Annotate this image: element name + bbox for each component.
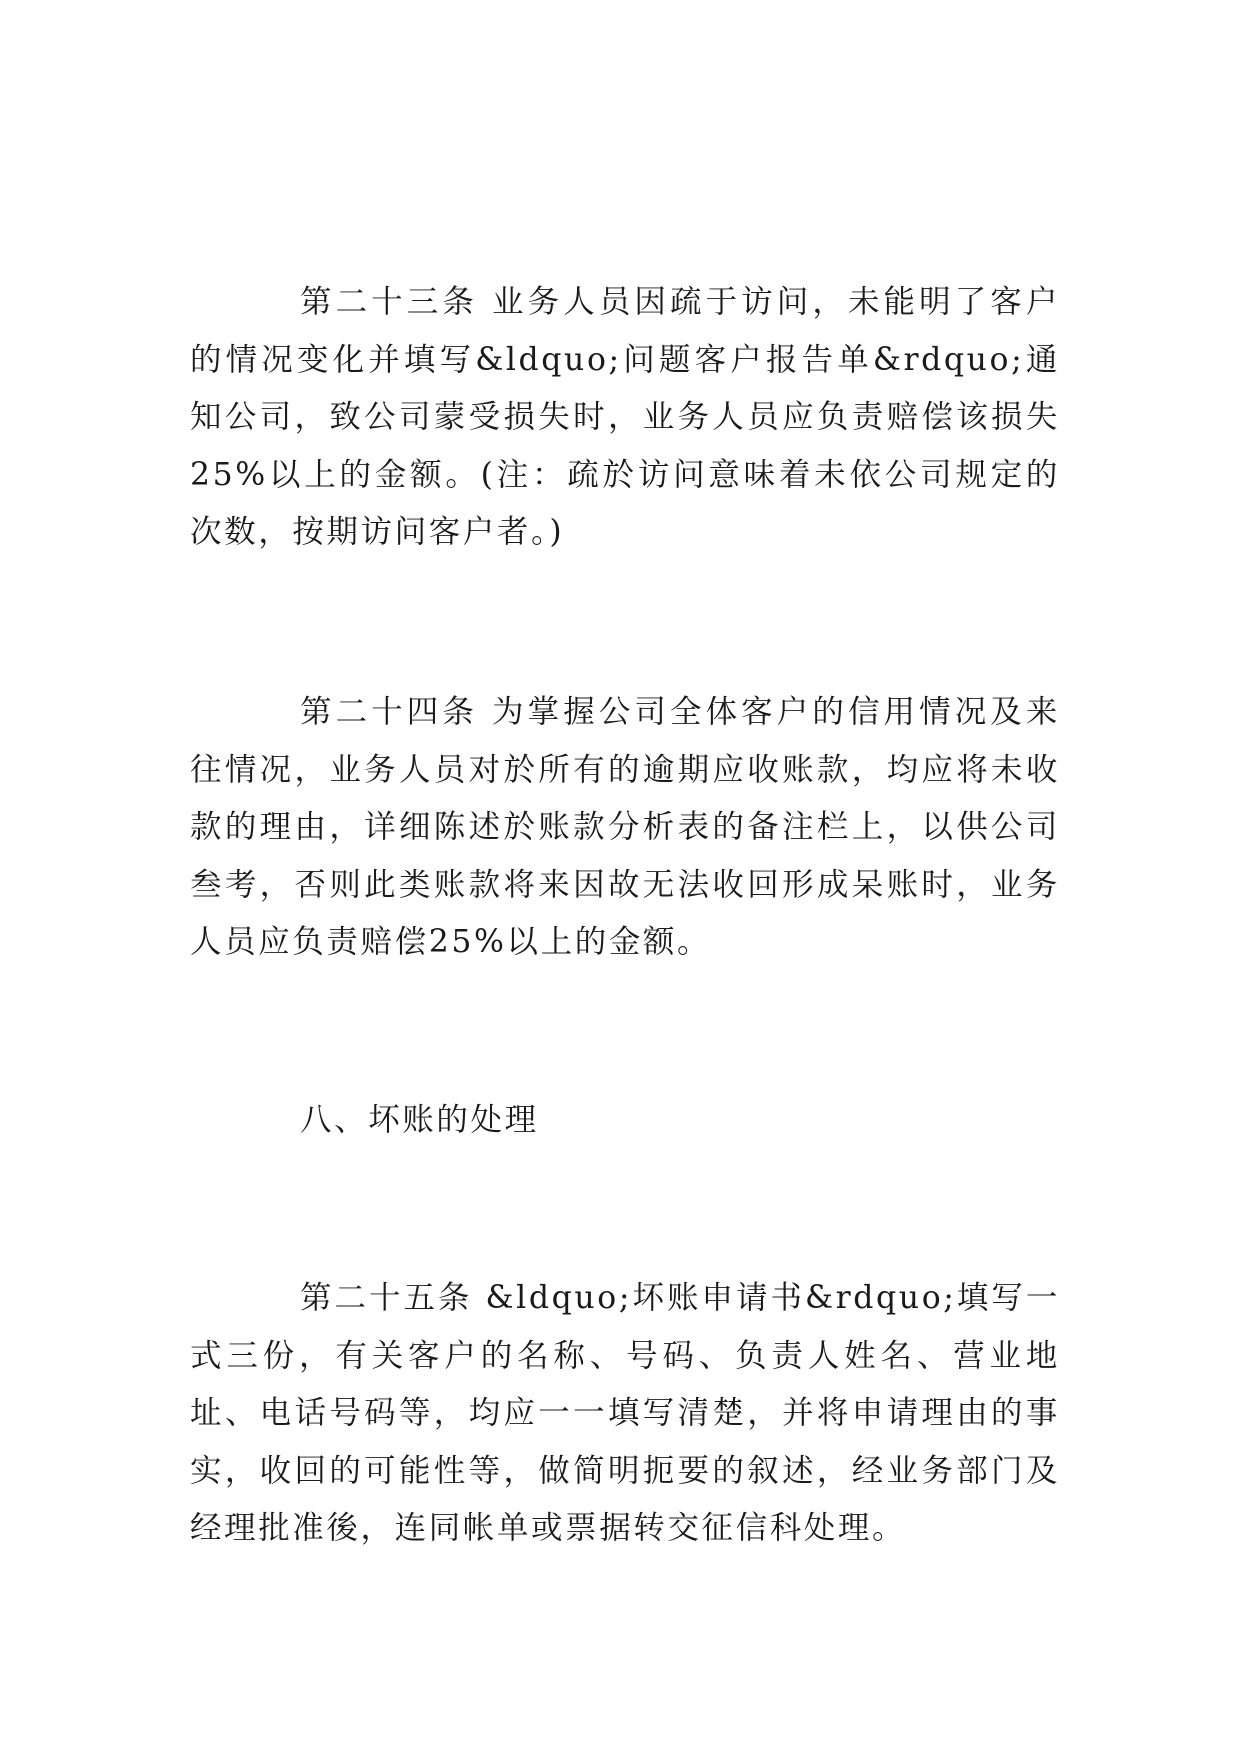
section-heading: 八、坏账的处理 [300,1102,539,1138]
article-25-paragraph: 第二十五条 &ldquo;坏账申请书&rdquo;填写一式三份，有关客户的名称、号码、负责人姓名、营业地址、电话号码等，均应一一填写清楚，并将申请理由的事实，收回的可能性等，做简明扼要的叙述，经业务部门及经理批准後，连同帐单或票据转交征信科处理。 [190,1280,1060,1546]
article-24-paragraph: 第二十四条 为掌握公司全体客户的信用情况及来往情况，业务人员对於所有的逾期应收账款，均应将未收款的理由，详细陈述於账款分析表的备注栏上，以供公司叁考，否则此类账款将来因故无法收回形成呆账时，业务人员应负责赔偿25%以上的金额。 [190,694,1060,960]
article-23-paragraph: 第二十三条 业务人员因疏于访问，未能明了客户的情况变化并填写&ldquo;问题客户报告单&rdquo;通知公司，致公司蒙受损失时，业务人员应负责赔偿该损失25%以上的金额。(注：疏於访问意味着未依公司规定的次数，按期访问客户者。) [190,284,1060,550]
